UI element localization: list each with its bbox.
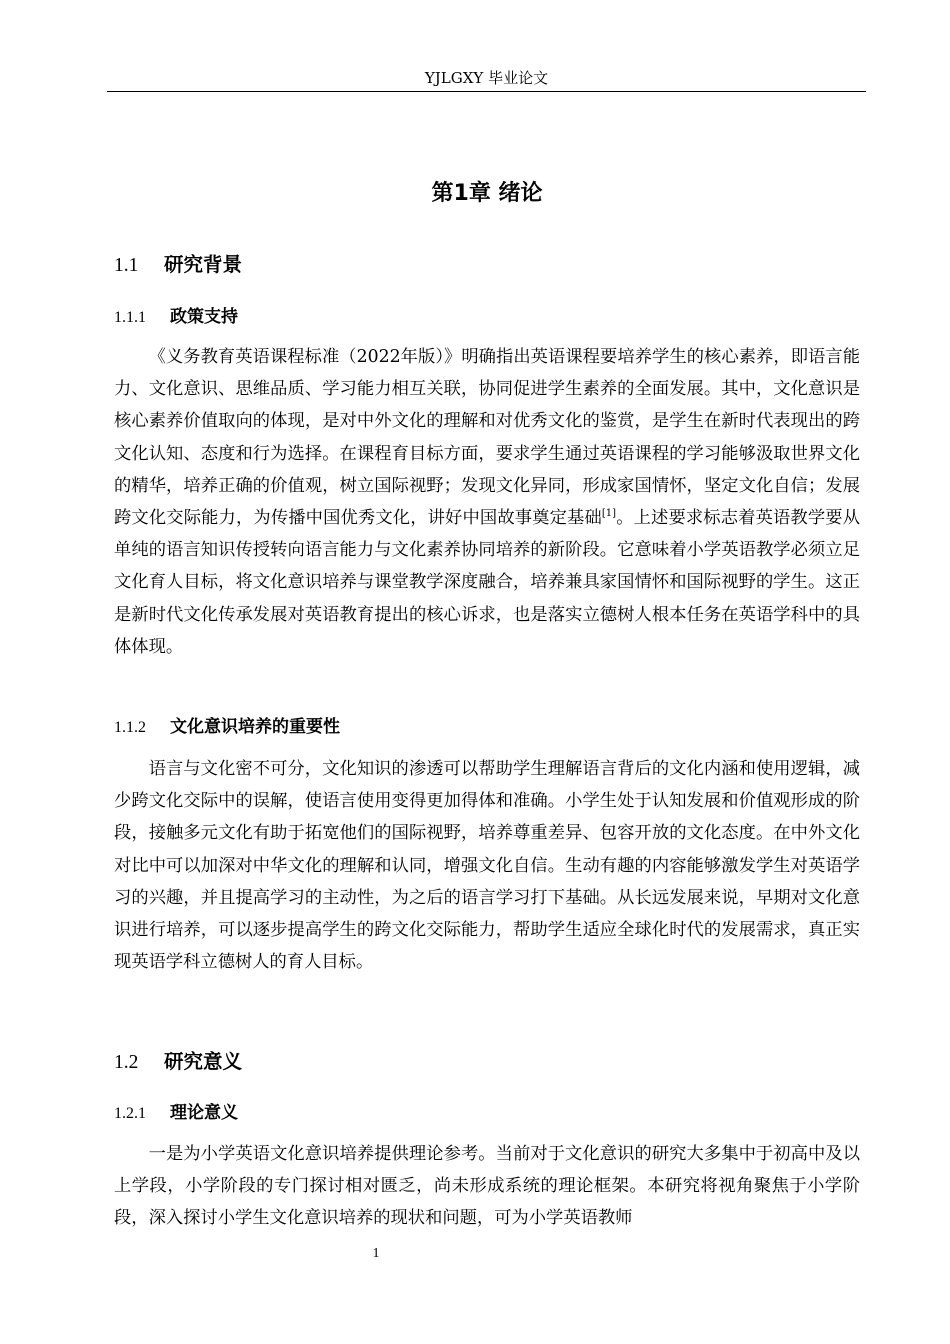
page-number: 1 [372, 1246, 380, 1261]
section-heading-1-2 [114, 1048, 242, 1077]
subsection-heading-1-2-1 [114, 1100, 238, 1127]
citation-ref: [1] [601, 508, 617, 520]
subsection-title: 文化意识培养的重要性 [170, 717, 340, 737]
paragraph-text-continued: 。上述要求标志着英语教学要从单纯的语言知识传授转向语言能力与文化素养协同培养的新阶段。它意味着小学英语教学必须立足文化育人目标，将文化意识培养与课堂教学深度融合，培养兼具家国情怀和国际视野的学生。这正是新时代文化传承发展对英语教育提出的核心诉求，也是落实立德树人根本任务在英语学科中的具体体现。 [114, 508, 860, 657]
subsection-title: 理论意义 [170, 1103, 238, 1123]
chapter-title: 第1章 绪论 [431, 181, 543, 206]
section-title: 研究背景 [164, 253, 243, 276]
subsection-number: 1.2.1 [114, 1105, 146, 1122]
subsection-heading-1-1-1 [114, 304, 238, 331]
subsection-heading-1-1-2 [114, 714, 340, 741]
section-heading-1-1 [114, 251, 242, 280]
paragraph-cultural-awareness: 语言与文化密不可分，文化知识的渗透可以帮助学生理解语言背后的文化内涵和使用逻辑，减少跨文化交际中的误解，使语言使用变得更加得体和准确。小学生处于认知发展和价值观形成的阶段，接触多元文化有助于拓宽他们的国际视野，培养尊重差异、包容开放的文化态度。在中外文化对比中可以加深对中华文化的理解和认同，增强文化自信。生动有趣的内容能够激发学生对英语学习的兴趣，并且提高学习的主动性，为之后的语言学习打下基础。从长远发展来说，早期对文化意识进行培养，可以逐步提高学生的跨文化交际能力，帮助学生适应全球化时代的发展需求，真正实现英语学科立德树人的育人目标。 [114, 759, 860, 973]
running-header: YJLGXY 毕业论文 [424, 69, 549, 87]
paragraph-policy-support [114, 341, 860, 663]
subsection-title: 政策支持 [170, 307, 238, 327]
section-number: 1.1 [114, 255, 139, 276]
paragraph-theoretical-significance: 一是为小学英语文化意识培养提供理论参考。当前对于文化意识的研究大多集中于初高中及以上学段，小学阶段的专门探讨相对匮乏，尚未形成系统的理论框架。本研究将视角聚焦于小学阶段，深入探讨小学生文化意识培养的现状和问题，可为小学英语教师 [114, 1144, 860, 1229]
header-rule [107, 91, 866, 92]
section-number: 1.2 [114, 1052, 139, 1073]
subsection-number: 1.1.2 [114, 719, 146, 736]
subsection-number: 1.1.1 [114, 309, 146, 326]
paragraph-text: 《义务教育英语课程标准（2022年版）》明确指出英语课程要培养学生的核心素养，即语言能力、文化意识、思维品质、学习能力相互关联，协同促进学生素养的全面发展。其中，文化意识是核心素养价值取向的体现，是对中外文化的理解和对优秀文化的鉴赏，是学生在新时代表现出的跨文化认知、态度和行为选择。在课程育目标方面，要求学生通过英语课程的学习能够汲取世界文化的精华，培养正确的价值观，树立国际视野；发现文化异同，形成家国情怀，坚定文化自信；发展跨文化交际能力，为传播中国优秀文化，讲好中国故事奠定基础 [114, 347, 860, 529]
section-title: 研究意义 [164, 1050, 243, 1073]
